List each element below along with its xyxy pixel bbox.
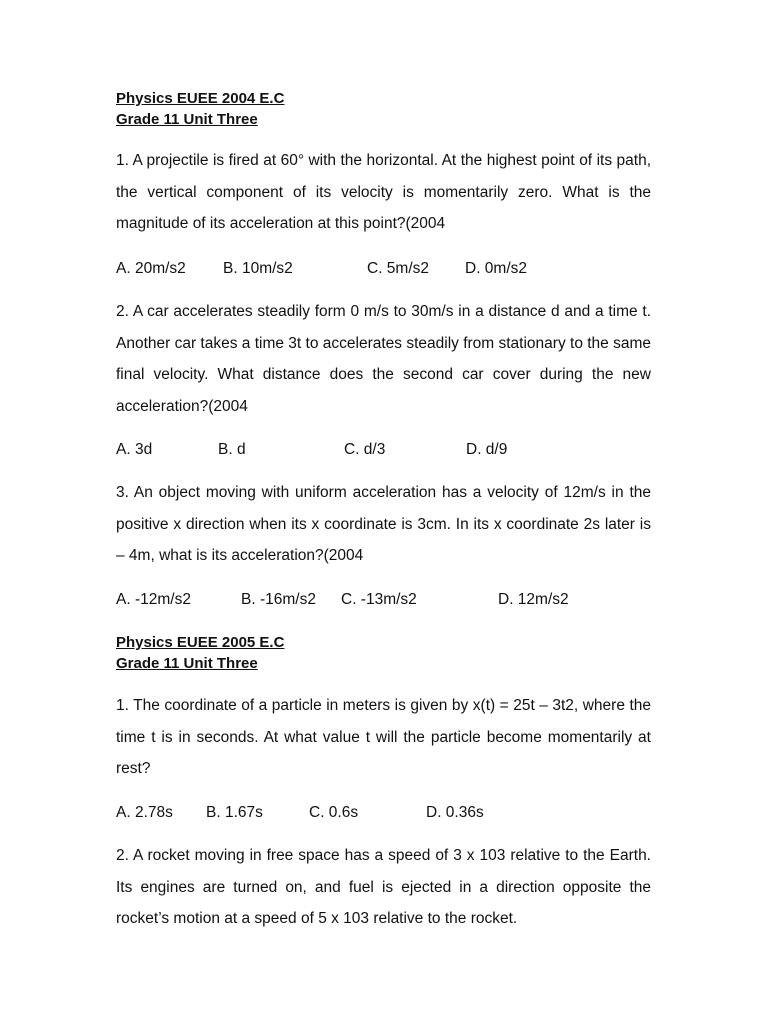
option-b: B. 10m/s2 bbox=[223, 260, 293, 277]
answer-options bbox=[116, 802, 676, 824]
option-c: C. -13m/s2 bbox=[341, 591, 417, 608]
answer-options bbox=[116, 258, 676, 280]
question-text: 1. The coordinate of a particle in meters is given by x(t) = 25t – 3t2, where the time t is in seconds. At what value t will the particle become momentarily at rest? bbox=[116, 697, 651, 777]
question-text: 2. A car accelerates steadily form 0 m/s to 30m/s in a distance d and a time t. Another car takes a time 3t to accelerates steadily from stationary to the same final velocity. What distance does the second car cover during the new acceleration?(2004 bbox=[116, 303, 651, 415]
section-title: Physics EUEE 2005 E.C bbox=[116, 634, 285, 651]
option-a: A. 2.78s bbox=[116, 804, 173, 821]
option-b: B. d bbox=[218, 441, 246, 458]
question-text: 2. A rocket moving in free space has a speed of 3 x 103 relative to the Earth. Its engines are turned on, and fuel is ejected in a direction opposite the rocket’s motion at a speed of 5 x 103 relative to the rocket. bbox=[116, 847, 651, 927]
section-subtitle: Grade 11 Unit Three bbox=[116, 655, 258, 672]
section-subtitle: Grade 11 Unit Three bbox=[116, 111, 258, 128]
option-b: B. -16m/s2 bbox=[241, 591, 316, 608]
question-text: 1. A projectile is fired at 60° with the horizontal. At the highest point of its path, the vertical component of its velocity is momentarily zero. What is the magnitude of its acceleration at this point?(2004 bbox=[116, 152, 651, 232]
option-c: C. d/3 bbox=[344, 441, 386, 458]
section-title: Physics EUEE 2004 E.C bbox=[116, 90, 285, 107]
option-a: A. 20m/s2 bbox=[116, 260, 186, 277]
option-a: A. -12m/s2 bbox=[116, 591, 191, 608]
question-text: 3. An object moving with uniform acceleration has a velocity of 12m/s in the positive x direction when its x coordinate is 3cm. In its x coordinate 2s later is – 4m, what is its acceleration?(2004 bbox=[116, 484, 651, 564]
option-c: C. 0.6s bbox=[309, 804, 359, 821]
option-d: D. 0.36s bbox=[426, 804, 484, 821]
option-c: C. 5m/s2 bbox=[367, 260, 430, 277]
option-a: A. 3d bbox=[116, 441, 153, 458]
answer-options bbox=[116, 589, 676, 611]
option-d: D. 12m/s2 bbox=[498, 591, 569, 608]
option-d: D. 0m/s2 bbox=[465, 260, 528, 277]
answer-options bbox=[116, 439, 676, 461]
option-b: B. 1.67s bbox=[206, 804, 263, 821]
option-d: D. d/9 bbox=[466, 441, 508, 458]
